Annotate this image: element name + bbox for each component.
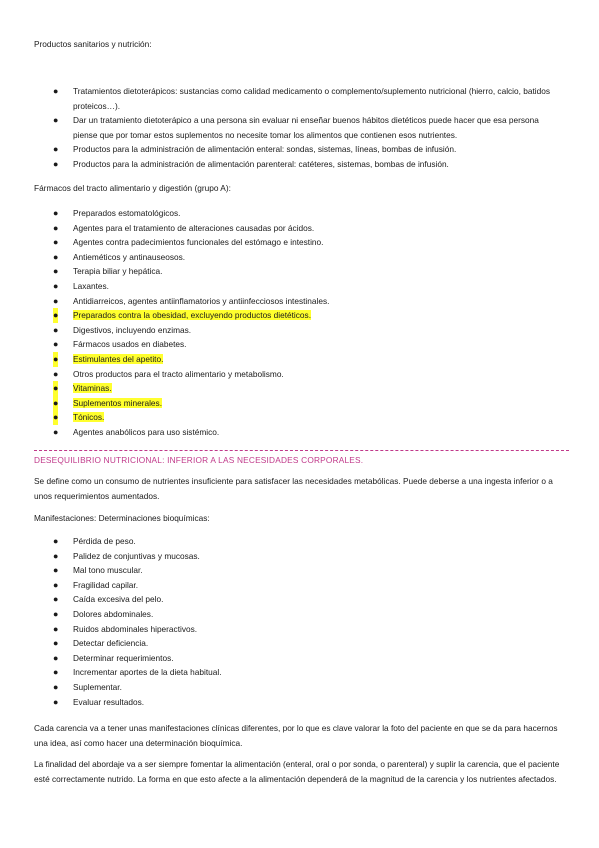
- list-item-text: Ruidos abdominales hiperactivos.: [73, 623, 198, 634]
- bullet-icon: ●: [53, 623, 59, 634]
- list-item-text: Antieméticos y antinauseosos.: [73, 251, 186, 262]
- bullet-icon: ●: [53, 638, 59, 649]
- list-item-text: Productos para la administración de alimentación parenteral: catéteres, sistemas, bombas de infusión.: [73, 158, 449, 169]
- abordaje-paragraph: La finalidad del abordaje va a ser siempre fomentar la alimentación (enteral, oral o por sonda, o parenteral) y suplir la carencia, que el paciente esté correctamente nutrido. La forma en que esto afecte a la alimentación dependerá de la magnitud de la carencia y los nutrientes afectados.: [34, 759, 560, 784]
- section-title-farmacos: Fármacos del tracto alimentario y digestión (grupo A):: [34, 183, 231, 193]
- list-item: [0, 410, 599, 425]
- list-item-text: Laxantes.: [73, 280, 109, 291]
- list-item-text: Dolores abdominales.: [73, 608, 154, 619]
- bullet-icon: ●: [53, 536, 59, 546]
- list-item: [0, 534, 599, 549]
- list-item-text: Determinar requerimientos.: [73, 652, 174, 663]
- list-item-text: Fármacos usados en diabetes.: [73, 339, 187, 350]
- list-item: [0, 425, 599, 440]
- bullet-icon: ●: [53, 86, 59, 96]
- list-item: [0, 636, 599, 651]
- productos-list: [0, 84, 599, 172]
- bullet-icon: ●: [53, 396, 58, 411]
- list-item-text: Agentes anabólicos para uso sistémico.: [73, 426, 220, 437]
- section-divider: [34, 450, 569, 451]
- list-item-text: Suplementar.: [73, 681, 122, 692]
- bullet-icon: ●: [53, 608, 59, 619]
- list-item: [0, 113, 599, 142]
- list-item: [0, 381, 599, 396]
- list-item: [0, 264, 599, 279]
- bullet-icon: ●: [53, 115, 59, 126]
- bullet-icon: ●: [53, 681, 59, 692]
- list-item-text: Terapia biliar y hepática.: [73, 266, 163, 277]
- list-item-text: Detectar deficiencia.: [73, 638, 149, 649]
- list-item: [0, 592, 599, 607]
- list-item: [0, 84, 599, 113]
- manifestaciones-list: [0, 534, 599, 709]
- bullet-icon: ●: [53, 158, 59, 169]
- section-title-productos: Productos sanitarios y nutrición:: [34, 39, 152, 49]
- bullet-icon: ●: [53, 426, 59, 437]
- list-item-text: Digestivos, incluyendo enzimas.: [73, 324, 192, 335]
- list-item: [0, 337, 599, 352]
- list-item-text: Suplementos minerales.: [73, 397, 163, 408]
- list-item-text: Fragilidad capilar.: [73, 579, 139, 590]
- list-item: [0, 294, 599, 309]
- bullet-icon: ●: [53, 237, 59, 248]
- list-item: [0, 651, 599, 666]
- list-item-text: Mal tono muscular.: [73, 565, 143, 576]
- list-item: [0, 235, 599, 250]
- list-item: [0, 142, 599, 157]
- list-item: [0, 323, 599, 338]
- list-item: [0, 279, 599, 294]
- list-item-text: Productos para la administración de alimentación enteral: sondas, sistemas, líneas, bombas de infusión.: [73, 144, 457, 155]
- bullet-icon: ●: [53, 594, 59, 605]
- list-item-text: Agentes contra padecimientos funcionales del estómago e intestino.: [73, 237, 324, 248]
- bullet-icon: ●: [53, 579, 59, 590]
- list-item: [0, 396, 599, 411]
- list-item-text: Agentes para el tratamiento de alteraciones causadas por ácidos.: [73, 222, 315, 233]
- list-item: [0, 308, 599, 323]
- section-heading-desequilibrio: DESEQUILIBRIO NUTRICIONAL: INFERIOR A LAS NECESIDADES CORPORALES.: [34, 455, 364, 465]
- list-item-text: Tónicos.: [73, 412, 105, 423]
- list-item: [0, 221, 599, 236]
- list-item-text: Pérdida de peso.: [73, 536, 136, 546]
- bullet-icon: ●: [53, 308, 58, 323]
- bullet-icon: ●: [53, 565, 59, 576]
- bullet-icon: ●: [53, 352, 58, 367]
- list-item-text: Evaluar resultados.: [73, 696, 145, 707]
- list-item-text: Antidiarreicos, agentes antiinflamatorios y antiinfecciosos intestinales.: [73, 295, 330, 306]
- list-item: [0, 157, 599, 172]
- farmacos-list: [0, 206, 599, 440]
- list-item-text: Dar un tratamiento dietoterápico a una persona sin evaluar ni enseñar buenos hábitos dietéticos puede hacer que esa persona piense que por tomar estos suplementos no necesite tomar los alimentos que contienen esos nutrientes.: [73, 115, 539, 140]
- bullet-icon: ●: [53, 550, 59, 561]
- carencia-paragraph: Cada carencia va a tener unas manifestaciones clínicas diferentes, por lo que es clave valorar la foto del paciente en que se da para hacernos una idea, así como hacer una determinación bioquímica.: [34, 723, 558, 748]
- desequilibrio-definition: Se define como un consumo de nutrientes insuficiente para satisfacer las necesidades metabólicas. Puede deberse a una ingesta inferior o a unos requerimientos aumentados.: [34, 476, 553, 501]
- bullet-icon: ●: [53, 667, 59, 678]
- bullet-icon: ●: [53, 295, 59, 306]
- bullet-icon: ●: [53, 368, 59, 379]
- list-item-text: Estimulantes del apetito.: [73, 353, 164, 364]
- list-item: [0, 578, 599, 593]
- bullet-icon: ●: [53, 696, 59, 707]
- bullet-icon: ●: [53, 410, 58, 425]
- list-item-text: Preparados contra la obesidad, excluyendo productos dietéticos.: [73, 310, 311, 321]
- bullet-icon: ●: [53, 381, 58, 396]
- list-item: [0, 367, 599, 382]
- bullet-icon: ●: [53, 208, 59, 218]
- bullet-icon: ●: [53, 324, 59, 335]
- bullet-icon: ●: [53, 251, 59, 262]
- list-item: [0, 665, 599, 680]
- list-item-text: Palidez de conjuntivas y mucosas.: [73, 550, 200, 561]
- list-item: [0, 563, 599, 578]
- list-item: [0, 250, 599, 265]
- list-item: [0, 680, 599, 695]
- list-item: [0, 607, 599, 622]
- bullet-icon: ●: [53, 144, 59, 155]
- list-item-text: Tratamientos dietoterápicos: sustancias como calidad medicamento o complemento/suplemento nutricional (hierro, calcio, batidos proteicos…).: [73, 86, 551, 111]
- list-item-text: Otros productos para el tracto alimentario y metabolismo.: [73, 368, 284, 379]
- list-item: [0, 352, 599, 367]
- list-item: [0, 549, 599, 564]
- list-item: [0, 206, 599, 221]
- bullet-icon: ●: [53, 652, 59, 663]
- list-item-text: Incrementar aportes de la dieta habitual.: [73, 667, 222, 678]
- manifestaciones-subtitle: Manifestaciones: Determinaciones bioquímicas:: [34, 513, 210, 523]
- list-item: [0, 695, 599, 710]
- bullet-icon: ●: [53, 222, 59, 233]
- list-item-text: Caída excesiva del pelo.: [73, 594, 164, 605]
- list-item: [0, 622, 599, 637]
- list-item-text: Preparados estomatológicos.: [73, 208, 181, 218]
- bullet-icon: ●: [53, 339, 59, 350]
- bullet-icon: ●: [53, 266, 59, 277]
- bullet-icon: ●: [53, 280, 59, 291]
- list-item-text: Vitaminas.: [73, 383, 112, 394]
